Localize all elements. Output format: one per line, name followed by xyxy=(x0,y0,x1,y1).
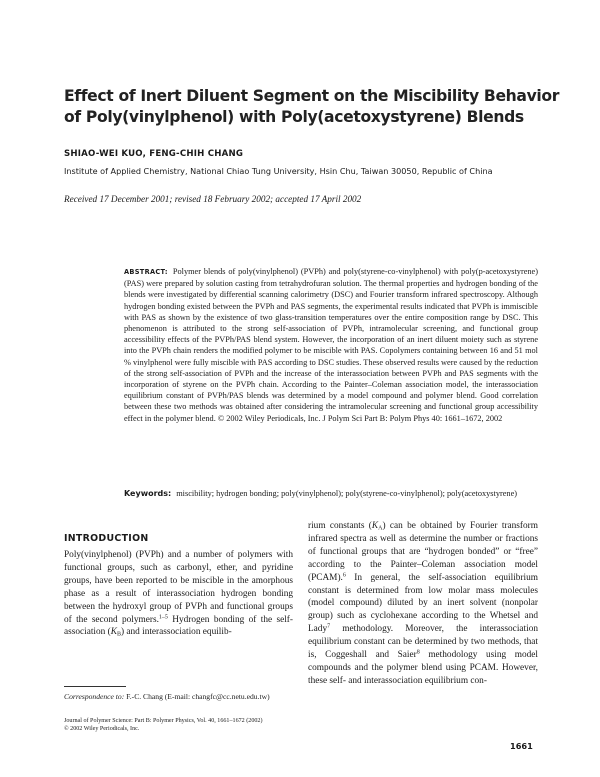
journal-citation xyxy=(64,717,293,734)
intro-continuation xyxy=(308,520,538,688)
citation: 8 xyxy=(416,649,420,656)
citation: 1–5 xyxy=(158,614,168,621)
journal-line-2: © 2002 Wiley Periodicals, Inc. xyxy=(64,726,140,733)
symbol-k: K xyxy=(371,521,379,531)
right-text-5: methodology using model compounds and the polymer blend using PCAM. However, these self- and interassociation equilibrium con- xyxy=(308,650,538,686)
journal-line-1: Journal of Polymer Science: Part B: Polymer Physics, Vol. 40, 1661–1672 (2002) xyxy=(64,718,263,724)
abstract-text: Polymer blends of poly(vinylphenol) (PVPh) and poly(styrene-co-vinylphenol) with poly(p-acetoxystyrene) (PAS) were prepared by solution casting from tetrahydrofuran solution. The thermal properties and hydrogen bonding of the blends were investigated by differential scanning calorimetry (DSC) and Fourier transform infrared spectroscopy. Although hydrogen bonding existed between the PVPh and PAS segments, the experimental results indicated that PVPh is immiscible with PAS as shown by the existence of two glass-transition temperatures over the entire composition range by DSC. This phenomenon is attributed to the strong self-association of PVPh, intramolecular screening, and functional group accessibility effects of the PVPh/PAS blend system. However, the incorporation of an inert diluent moiety such as styrene into the PVPh chain renders the modified polymer to be miscible with PAS. Copolymers containing between 16 and 51 mol % vinylphenol were fully miscible with PAS according to DSC studies. These observed results were caused by the reduction of the strong self-association of PVPh and the increase of the interassociation between PVPh and PAS segments with the incorporation of styrene on the PVPh chain. According to the Painter–Coleman association model, the interassociation equilibrium constant of PVPh/PAS blends was determined by a model compound and polymer blend. Good correlation between these two methods was obtained after considering the intramolecular screening and functional group accessibility effect in the polymer blend. © 2002 Wiley Periodicals, Inc. J Polym Sci Part B: Polym Phys 40: 1661–1672, 2002 xyxy=(124,267,538,423)
citation: 7 xyxy=(327,623,331,630)
keywords-text: miscibility; hydrogen bonding; poly(vinylphenol); poly(styrene-co-vinylphenol); poly(acetoxystyrene) xyxy=(176,489,518,498)
symbol-k: K xyxy=(110,627,117,638)
correspondence-note xyxy=(64,692,293,702)
section-heading-introduction: INTRODUCTION xyxy=(64,533,149,544)
page-number: 1661 xyxy=(510,741,533,751)
left-column-text xyxy=(64,549,293,639)
article-title xyxy=(64,86,564,128)
right-text-1: rium constants ( xyxy=(308,521,372,531)
abstract xyxy=(124,266,538,424)
correspondence-text: F.-C. Chang (E-mail: changfc@cc.netu.edu.tw) xyxy=(124,692,270,701)
right-text-2: ) can be obtained by Fourier transform infrared spectra as well as determine the number or fractions of functional groups that are “hydrogen bonded” or “free” according to the Painter–Coleman association model (PCAM). xyxy=(308,521,538,583)
right-text-4: methodology. Moreover, the interassociation equilibrium constant can be determined by two methods, that is, Coggeshall and Saier xyxy=(308,624,538,661)
citation: 6 xyxy=(342,572,346,579)
title-line-1: Effect of Inert Diluent Segment on the Miscibility Behavior xyxy=(64,87,560,105)
correspondence-label: Correspondence to: xyxy=(64,692,125,701)
subscript-a: A xyxy=(378,525,383,532)
intro-text-3: ) and interassociation equilib- xyxy=(120,627,232,638)
right-text-3: In general, the self-association equilibrium constant is determined from low molar mass molecules (model compound) diluted by an inert solvent (nonpolar group) such as cyclohexane according to the Whetsel and Lady xyxy=(308,572,538,635)
affiliation: Institute of Applied Chemistry, National Chiao Tung University, Hsin Chu, Taiwan 30050, Republic of China xyxy=(64,166,493,176)
keywords-label: Keywords: xyxy=(124,489,172,498)
title-line-2: of Poly(vinylphenol) with Poly(acetoxystyrene) Blends xyxy=(64,108,524,126)
footnote-rule xyxy=(64,686,126,687)
subscript-b: B xyxy=(116,631,121,638)
intro-text-1: Poly(vinylphenol) (PVPh) and a number of polymers with functional groups, such as carbonyl, ether, and pyridine groups, have been reported to be miscible in the amorphous phase as a result of interassociation hydrogen bonding between the hydroxyl group of PVPh and functional groups of the second polymers. xyxy=(64,550,293,625)
intro-paragraph xyxy=(64,549,293,639)
right-column-text xyxy=(308,520,538,688)
intro-text-2: Hydrogen bonding of the self-association ( xyxy=(64,614,293,638)
author-list: SHIAO-WEI KUO, FENG-CHIH CHANG xyxy=(64,149,244,159)
abstract-label: ABSTRACT: xyxy=(124,268,168,276)
keywords xyxy=(124,488,538,499)
received-dates: Received 17 December 2001; revised 18 February 2002; accepted 17 April 2002 xyxy=(64,194,362,204)
